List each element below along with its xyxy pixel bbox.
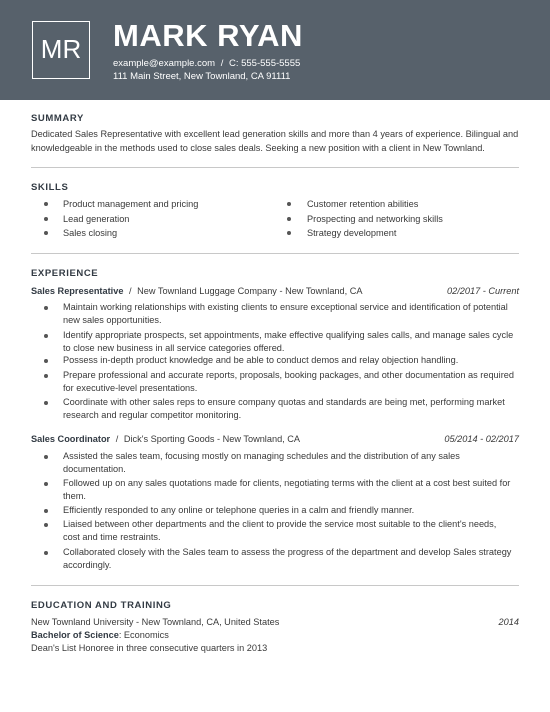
candidate-name: MARK RYAN <box>113 18 303 53</box>
resume-header <box>0 0 550 100</box>
job-separator: / <box>129 286 132 296</box>
job-bullet: Coordinate with other sales reps to ensure company quotas and standards are being met, performing market research and regular competitor monitoring. <box>63 397 505 421</box>
skill-item: Strategy development <box>307 228 397 238</box>
contact-line <box>113 58 300 70</box>
degree-name: Bachelor of Science <box>31 630 119 640</box>
bullet-dot <box>44 374 48 378</box>
education-heading: EDUCATION AND TRAINING <box>31 600 172 611</box>
job-dates: 02/2017 - Current <box>446 286 519 296</box>
education-honor: Dean's List Honoree in three consecutive quarters in 2013 <box>31 643 268 653</box>
section-divider <box>31 253 519 254</box>
experience-heading: EXPERIENCE <box>31 268 99 279</box>
job-title: Sales Representative <box>31 286 124 296</box>
job-bullet: Identify appropriate prospects, set appointments, make effective qualifying sales calls, and manage sales cycle to close new business in all service categories offered. <box>63 330 514 354</box>
skill-item: Product management and pricing <box>63 199 199 209</box>
skills-heading: SKILLS <box>31 182 69 193</box>
bullet-dot <box>287 231 291 235</box>
bullet-dot <box>44 455 48 459</box>
skill-item: Customer retention abilities <box>307 199 419 209</box>
education-school: New Townland University - New Townland, CA, United States <box>31 617 280 627</box>
monogram-initials: MR <box>32 21 90 79</box>
bullet-dot <box>44 306 48 310</box>
skill-item: Lead generation <box>63 214 130 224</box>
skill-item: Sales closing <box>63 228 118 238</box>
email-text: example@example.com <box>113 58 216 69</box>
summary-text: Dedicated Sales Representative with excellent lead generation skills and more than 4 years of experience. Bilingual and knowledgeable in the methods used to close sales deals. Seeking a new position with a client in New Townland. <box>31 129 519 153</box>
job-bullet: Maintain working relationships with existing clients to ensure exceptional service and identification of potential new sales opportunities. <box>63 302 508 326</box>
address-text: 111 Main Street, New Townland, CA 91111 <box>113 71 291 82</box>
contact-separator: / <box>220 58 224 69</box>
bullet-dot <box>44 334 48 338</box>
job-title: Sales Coordinator <box>31 434 111 444</box>
section-divider <box>31 585 519 586</box>
job-bullet: Prepare professional and accurate reports, proposals, booking packages, and other documentation as required for executive-level presentations. <box>63 370 514 394</box>
job-bullet: Possess in-depth product knowledge and be able to conduct demos and relay objection handling. <box>63 355 459 365</box>
bullet-dot <box>44 202 48 206</box>
degree-field: : Economics <box>118 630 169 640</box>
job-bullet: Followed up on any sales quotations made for clients, negotiating terms with the client at a cost best suited for them. <box>63 478 511 502</box>
job-separator: / <box>115 434 119 444</box>
job-bullet: Efficiently responded to any online or telephone queries in a calm and friendly manner. <box>63 505 415 515</box>
education-year: 2014 <box>498 617 519 627</box>
summary-heading: SUMMARY <box>31 113 84 124</box>
job-bullet: Assisted the sales team, focusing mostly on managing schedules and the distribution of any sales documentation. <box>63 451 460 475</box>
bullet-dot <box>44 551 48 555</box>
job-dates: 05/2014 - 02/2017 <box>444 434 519 444</box>
bullet-dot <box>287 202 291 206</box>
bullet-dot <box>44 231 48 235</box>
bullet-dot <box>44 523 48 527</box>
bullet-dot <box>44 482 48 486</box>
job-bullet: Collaborated closely with the Sales team to assess the progress of the department and develop Sales strategy accordingly. <box>63 547 512 571</box>
education-degree <box>31 629 169 641</box>
bullet-dot <box>287 217 291 221</box>
job-company: New Townland Luggage Company - New Townland, CA <box>137 286 363 296</box>
job-bullet: Liaised between other departments and the client to provide the service most suitable to the client's needs, cost and time restraints. <box>63 519 497 543</box>
job-header <box>31 285 519 297</box>
job-company: Dick's Sporting Goods - New Townland, CA <box>123 434 301 444</box>
phone-text: C: 555-555-5555 <box>228 58 301 69</box>
bullet-dot <box>44 359 48 363</box>
skill-item: Prospecting and networking skills <box>307 214 443 224</box>
bullet-dot <box>44 217 48 221</box>
bullet-dot <box>44 509 48 513</box>
bullet-dot <box>44 401 48 405</box>
section-divider <box>31 167 519 168</box>
